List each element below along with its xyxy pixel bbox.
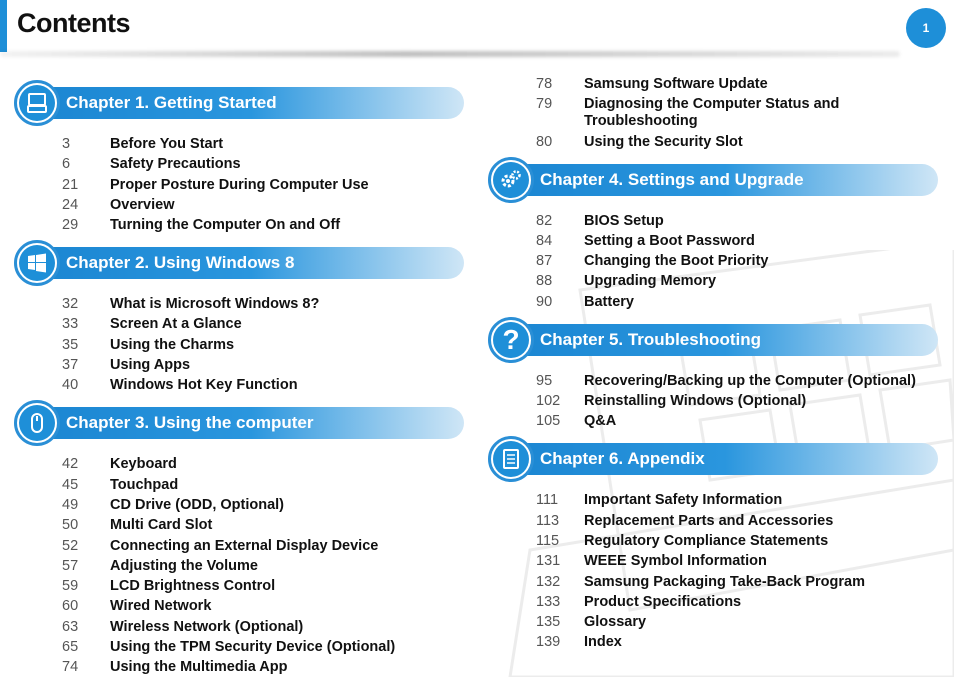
entry-title: Keyboard [110,456,177,473]
toc-entry[interactable] [62,316,464,333]
toc-entry[interactable] [536,413,938,430]
entry-page-number: 65 [62,639,79,656]
entry-title: Q&A [584,413,617,430]
toc-entry[interactable] [62,578,464,595]
entry-title: Overview [110,196,175,213]
entry-title: Before You Start [110,136,224,152]
entry-page-number: 37 [62,357,79,374]
entry-title: Recovering/Backing up the Computer (Optional) [584,372,916,389]
page-title: Contents [17,8,130,38]
entry-page-number: 115 [536,532,560,549]
chapter-2 [14,240,464,394]
chapter-4-header[interactable] [488,157,938,201]
toc-entry[interactable] [62,477,464,494]
toc-entry[interactable] [536,594,938,611]
entry-page-number: 87 [536,253,553,270]
toc-entry[interactable] [536,574,938,591]
entry-title: Glossary [584,614,647,631]
toc-entry[interactable] [62,598,464,615]
accent-bar [0,0,7,52]
entry-title: Connecting an External Display Device [110,537,379,554]
question-icon: ? [488,317,534,363]
toc-entry[interactable] [536,634,938,651]
entry-title: LCD Brightness Control [110,578,276,595]
chapter-2-entries [62,296,464,394]
entry-title: Important Safety Information [584,492,783,509]
entry-title: Upgrading Memory [584,273,717,290]
toc-entry[interactable] [62,197,464,214]
entry-page-number: 95 [536,372,553,389]
entry-title: Samsung Software Update [584,76,768,92]
chapter-1-entries [62,136,464,234]
toc-entry[interactable] [62,296,464,313]
entry-title: Samsung Packaging Take-Back Program [584,573,865,590]
toc-left-column [14,80,464,677]
toc-entry[interactable] [536,533,938,550]
entry-page-number: 50 [62,517,79,534]
toc-entry[interactable] [62,558,464,575]
entry-title: Using Apps [110,357,191,374]
toc-entry[interactable] [536,553,938,570]
entry-page-number: 52 [62,537,79,554]
chapter-title: Chapter 6. Appendix [540,449,705,469]
entry-page-number: 79 [536,96,553,113]
entry-title: Product Specifications [584,593,742,610]
toc-entry[interactable] [536,294,938,311]
windows-icon [14,240,60,286]
toc-entry[interactable] [536,213,938,230]
entry-title: Safety Precautions [110,156,241,173]
entry-title: Setting a Boot Password [584,232,755,249]
toc-entry[interactable] [536,614,938,631]
toc-entry[interactable] [62,357,464,374]
chapter-6-entries [536,492,938,651]
entry-title: Using the Multimedia App [110,659,288,676]
page-number-badge: 1 [906,8,946,48]
chapter-2-header[interactable] [14,240,464,284]
entry-page-number: 59 [62,578,79,595]
entry-page-number: 57 [62,557,79,574]
toc-entry[interactable] [62,456,464,473]
entry-page-number: 102 [536,393,561,410]
entry-page-number: 42 [62,456,79,473]
chapter-3-entries [62,456,464,676]
chapter-1-header[interactable] [14,80,464,124]
chapter-title: Chapter 5. Troubleshooting [540,329,762,349]
entry-page-number: 32 [62,296,79,313]
chapter-1 [14,80,464,234]
chapter-5-header[interactable] [488,317,938,361]
laptop-icon [14,80,60,126]
entry-page-number: 74 [62,659,79,676]
toc-entry[interactable] [62,619,464,636]
entry-title: Adjusting the Volume [110,557,258,574]
chapter-5-entries [536,373,938,431]
entry-page-number: 111 [536,492,559,509]
toc-entry[interactable] [536,273,938,290]
mouse-icon [14,400,60,446]
entry-page-number: 63 [62,618,79,635]
chapter-title: Chapter 1. Getting Started [66,93,277,112]
entry-title: WEEE Symbol Information [584,553,767,570]
entry-page-number: 82 [536,212,553,229]
toc-entry[interactable] [536,76,938,93]
toc-entry[interactable] [62,156,464,173]
toc-entry[interactable] [536,513,938,530]
entry-page-number: 45 [62,476,79,493]
entry-page-number: 24 [62,196,79,213]
entry-page-number: 131 [536,553,561,570]
entry-title: Regulatory Compliance Statements [584,532,829,549]
chapter-6-header[interactable] [488,436,938,480]
entry-title: Reinstalling Windows (Optional) [584,393,807,410]
chapter-title: Chapter 2. Using Windows 8 [66,253,295,273]
entry-title: Using the TPM Security Device (Optional) [110,639,396,656]
entry-title: Proper Posture During Computer Use [110,176,369,193]
toc-entry[interactable] [62,217,464,234]
entry-page-number: 113 [536,512,560,529]
entry-title: Turning the Computer On and Off [110,217,341,234]
entry-title: Battery [584,293,634,310]
toc-entry[interactable] [536,233,938,250]
entry-title: Using the Security Slot [584,133,743,150]
chapter-3 [14,400,464,676]
entry-title: Multi Card Slot [110,517,213,534]
entry-title: Changing the Boot Priority [584,253,769,270]
chapter-3-entries-continued [536,76,938,151]
entry-page-number: 133 [536,593,561,610]
chapter-title: Chapter 4. Settings and Upgrade [540,169,804,189]
entry-page-number: 139 [536,634,561,651]
entry-page-number: 88 [536,273,553,290]
chapter-4-entries [536,213,938,311]
toc-entry[interactable] [536,393,938,410]
entry-page-number: 78 [536,76,553,92]
entry-title: Using the Charms [110,336,235,353]
gears-icon [488,157,534,203]
entry-title: Replacement Parts and Accessories [584,512,834,529]
chapter-3-header[interactable] [14,400,464,444]
entry-title: Windows Hot Key Function [110,377,298,394]
toc-entry[interactable] [536,134,938,151]
toc-right-column [488,76,938,657]
toc-entry[interactable] [62,337,464,354]
toc-entry[interactable] [536,492,938,509]
chapter-4 [488,157,938,311]
entry-title: Screen At a Glance [110,316,242,333]
toc-entry[interactable] [62,136,464,153]
chapter-6 [488,436,938,651]
entry-page-number: 3 [62,136,71,152]
toc-entry[interactable] [62,639,464,656]
entry-page-number: 80 [536,133,553,150]
toc-entry[interactable] [62,497,464,514]
toc-entry[interactable] [62,538,464,555]
toc-entry[interactable] [62,377,464,394]
toc-entry[interactable] [536,253,938,270]
entry-title: Wired Network [110,598,212,615]
title-divider [0,51,900,57]
entry-page-number: 35 [62,336,79,353]
entry-page-number: 105 [536,413,561,430]
entry-title: Index [584,634,622,651]
entry-page-number: 6 [62,156,71,173]
toc-entry[interactable] [62,659,464,676]
entry-title: BIOS Setup [584,212,664,229]
entry-page-number: 60 [62,598,79,615]
entry-title: Diagnosing the Computer Status and Troubleshooting [584,96,840,130]
entry-page-number: 49 [62,496,79,513]
entry-title: Touchpad [110,476,179,493]
toc-entry[interactable] [62,177,464,194]
entry-page-number: 90 [536,293,553,310]
toc-entry[interactable] [536,96,938,130]
entry-title: CD Drive (ODD, Optional) [110,496,285,513]
chapter-title: Chapter 3. Using the computer [66,413,314,433]
entry-title: What is Microsoft Windows 8? [110,296,320,313]
entry-title: Wireless Network (Optional) [110,618,304,635]
entry-page-number: 29 [62,217,79,234]
book-icon [488,436,534,482]
entry-page-number: 84 [536,232,553,249]
entry-page-number: 132 [536,573,561,590]
entry-page-number: 40 [62,377,79,394]
entry-page-number: 135 [536,614,561,631]
chapter-5 [488,317,938,431]
entry-page-number: 21 [62,176,79,193]
toc-entry[interactable] [536,373,938,390]
toc-entry[interactable] [62,517,464,534]
entry-page-number: 33 [62,316,79,333]
